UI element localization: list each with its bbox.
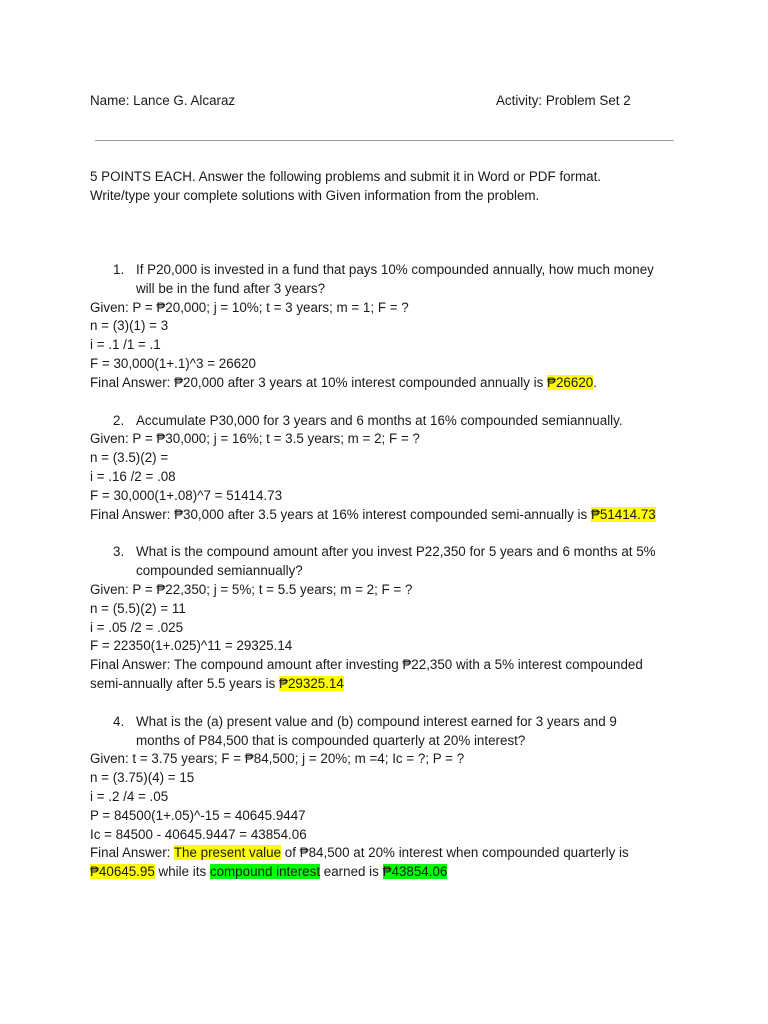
document-header bbox=[90, 92, 690, 110]
given-line: Given: P = ₱30,000; j = 16%; t = 3.5 years; m = 2; F = ? bbox=[90, 431, 420, 447]
problem-question bbox=[90, 261, 690, 299]
solution-step: F = 22350(1+.025)^11 = 29325.14 bbox=[90, 638, 293, 654]
problem-question bbox=[90, 713, 690, 751]
final-answer-text: Final Answer: bbox=[90, 845, 174, 861]
solution-step: n = (5.5)(2) = 11 bbox=[90, 600, 186, 616]
solution-step: F = 30,000(1+.1)^3 = 26620 bbox=[90, 355, 256, 371]
solution-step: F = 30,000(1+.08)^7 = 51414.73 bbox=[90, 487, 283, 503]
question-line: months of P84,500 that is compounded quarterly at 20% interest? bbox=[136, 732, 526, 748]
final-answer-line-2 bbox=[90, 863, 690, 882]
problem-number: 2. bbox=[113, 412, 125, 428]
final-answer-text: earned is bbox=[320, 864, 383, 880]
solution-step: n = (3.75)(4) = 15 bbox=[90, 770, 195, 786]
final-answer-value: ₱29325.14 bbox=[279, 675, 344, 691]
final-answer-text: Final Answer: ₱30,000 after 3.5 years at 16% interest compounded semi-annually is bbox=[90, 506, 591, 522]
final-answer-line-1 bbox=[90, 844, 690, 863]
instructions bbox=[90, 167, 690, 205]
given-line: Given: t = 3.75 years; F = ₱84,500; j = 20%; m =4; Ic = ?; P = ? bbox=[90, 751, 465, 767]
final-answer-value: ₱26620 bbox=[547, 374, 594, 390]
solution-step: i = .2 /4 = .05 bbox=[90, 788, 169, 804]
student-name: Name: Lance G. Alcaraz bbox=[90, 93, 236, 108]
problem-number: 3. bbox=[113, 544, 125, 560]
question-line: If P20,000 is invested in a fund that pays 10% compounded annually, how much money bbox=[136, 262, 654, 277]
problem-1 bbox=[90, 261, 690, 393]
problem-3 bbox=[90, 543, 690, 693]
final-answer-value: ₱51414.73 bbox=[590, 506, 656, 522]
final-answer-line-1: Final Answer: The compound amount after investing ₱22,350 with a 5% interest compounded bbox=[90, 657, 643, 673]
question-line: will be in the fund after 3 years? bbox=[136, 280, 326, 296]
final-answer-text: of ₱84,500 at 20% interest when compounded quarterly is bbox=[281, 845, 629, 861]
final-answer-text: Final Answer: ₱20,000 after 3 years at 10% interest compounded annually is bbox=[90, 374, 548, 390]
instructions-line: 5 POINTS EACH. Answer the following problems and submit it in Word or PDF format. bbox=[90, 169, 602, 184]
solution-step: n = (3)(1) = 3 bbox=[90, 318, 169, 334]
question-line: Accumulate P30,000 for 3 years and 6 months at 16% compounded semiannually. bbox=[136, 412, 623, 428]
activity-title: Activity: Problem Set 2 bbox=[496, 93, 631, 108]
instructions-line: Write/type your complete solutions with Given information from the problem. bbox=[90, 188, 540, 203]
final-answer bbox=[90, 506, 690, 525]
horizontal-divider bbox=[95, 140, 674, 141]
problem-list bbox=[90, 261, 690, 901]
present-value-amount: ₱40645.95 bbox=[90, 864, 155, 880]
final-answer bbox=[90, 675, 690, 694]
solution-step: i = .1 /1 = .1 bbox=[90, 337, 161, 353]
solution-step: i = .05 /2 = .025 bbox=[90, 619, 184, 635]
problem-2 bbox=[90, 412, 690, 525]
question-line: What is the compound amount after you invest P22,350 for 5 years and 6 months at 5% bbox=[136, 544, 656, 560]
problem-question bbox=[90, 543, 690, 581]
final-answer-text: semi-annually after 5.5 years is bbox=[90, 675, 280, 691]
final-answer-suffix: . bbox=[593, 374, 597, 390]
problem-question bbox=[90, 412, 690, 431]
problem-number: 4. bbox=[113, 713, 125, 729]
present-value-label: The present value bbox=[173, 845, 282, 861]
solution-step: Ic = 84500 - 40645.9447 = 43854.06 bbox=[90, 826, 307, 842]
final-answer bbox=[90, 374, 690, 393]
given-line: Given: P = ₱20,000; j = 10%; t = 3 years; m = 1; F = ? bbox=[90, 299, 409, 315]
problem-4 bbox=[90, 713, 690, 882]
problem-number: 1. bbox=[113, 262, 125, 277]
solution-step: i = .16 /2 = .08 bbox=[90, 468, 176, 484]
given-line: Given: P = ₱22,350; j = 5%; t = 5.5 years; m = 2; F = ? bbox=[90, 581, 413, 597]
solution-step: P = 84500(1+.05)^-15 = 40645.9447 bbox=[90, 807, 306, 823]
question-line: What is the (a) present value and (b) compound interest earned for 3 years and 9 bbox=[136, 713, 617, 729]
final-answer-text: while its bbox=[154, 864, 210, 880]
solution-step: n = (3.5)(2) = bbox=[90, 450, 169, 466]
compound-interest-amount: ₱43854.06 bbox=[382, 864, 448, 880]
question-line: compounded semiannually? bbox=[136, 563, 303, 579]
compound-interest-label: compound interest bbox=[209, 864, 321, 880]
